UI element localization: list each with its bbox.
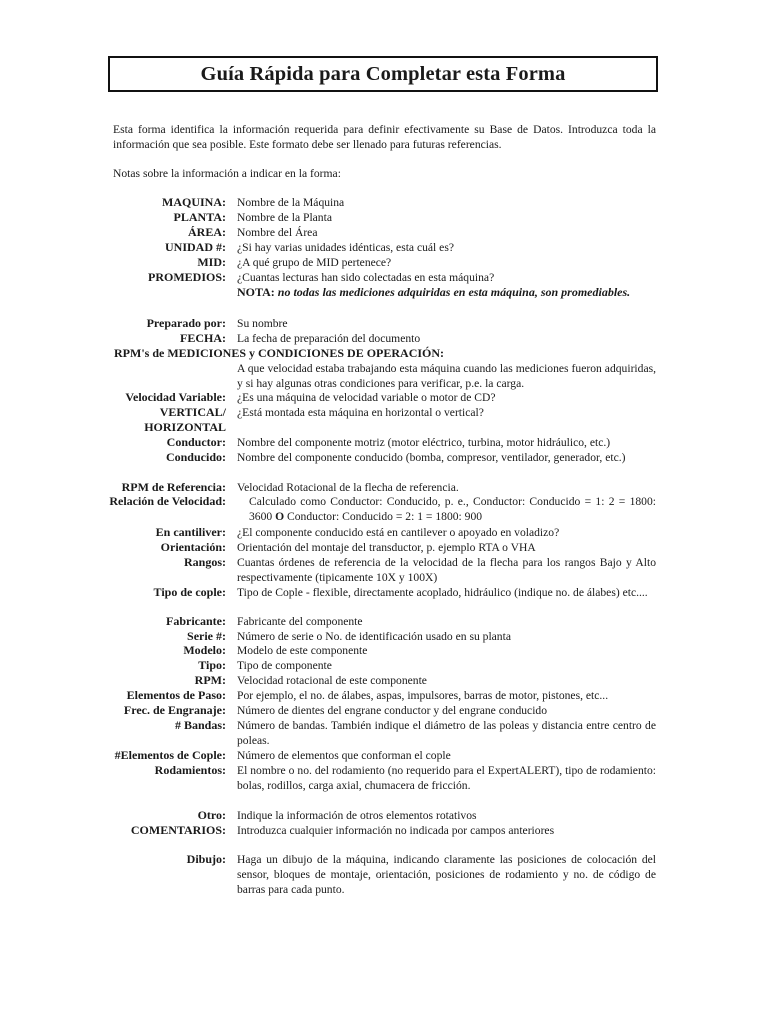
item-value: ¿Está montada esta máquina en horizontal o vertical? <box>237 406 484 419</box>
intro-paragraph: Esta forma identifica la información requerida para definir efectivamente su Base de Datos. Introduzca toda la información que sea posible. Este formato debe ser llenado para futuras referencias. <box>113 123 656 151</box>
item-value: Velocidad Rotacional de la flecha de referencia. <box>237 481 459 494</box>
item-value: Número de serie o No. de identificación usado en su planta <box>237 630 511 643</box>
item-label: Dibujo: <box>186 852 226 866</box>
item-label: Modelo: <box>183 643 226 657</box>
item-value: Modelo de este componente <box>237 644 368 657</box>
item-label-line2: HORIZONTAL <box>144 420 226 434</box>
field-value: ¿Cuantas lecturas han sido colectadas en esta máquina? <box>237 271 495 284</box>
page-title: Guía Rápida para Completar esta Forma <box>200 62 566 85</box>
field-value: La fecha de preparación del documento <box>237 332 421 345</box>
item-value: Tipo de Cople - flexible, directamente acoplado, hidráulico (indique no. de álabes) etc.... <box>237 586 648 599</box>
item-label: Conductor: <box>166 435 226 449</box>
field-value: Nombre de la Máquina <box>237 196 345 209</box>
field-label: Preparado por: <box>146 316 226 330</box>
notes-heading: Notas sobre la información a indicar en la forma: <box>113 167 341 180</box>
item-label: Tipo de cople: <box>153 585 226 599</box>
field-value: ¿A qué grupo de MID pertenece? <box>237 256 392 269</box>
item-label: VERTICAL/ <box>159 405 226 419</box>
item-label: Conducido: <box>165 450 226 464</box>
item-value <box>249 494 656 524</box>
title-box <box>108 56 658 92</box>
item-label: RPM de Referencia: <box>121 480 226 494</box>
field-label: UNIDAD #: <box>165 240 226 254</box>
item-label: # Bandas: <box>174 718 226 732</box>
item-label: COMENTARIOS: <box>130 823 226 837</box>
item-value: Orientación del montaje del transductor, p. ejemplo RTA o VHA <box>237 541 536 554</box>
item-label: Elementos de Paso: <box>126 688 226 702</box>
item-value: Introduzca cualquier información no indicada por campos anteriores <box>237 824 555 837</box>
item-value: Número de dientes del engrane conductor y del engrane conducido <box>237 704 548 717</box>
item-value: Haga un dibujo de la máquina, indicando claramente las posiciones de colocación del sensor, bloques de montaje, orientación, posiciones de rodamiento y no. de código de barras para cada punto. <box>237 853 656 896</box>
item-label: Frec. de Engranaje: <box>123 703 226 717</box>
nota-body: no todas las mediciones adquiridas en esta máquina, son promediables. <box>277 285 631 299</box>
item-label: RPM: <box>194 673 226 687</box>
item-value: Número de elementos que conforman el cople <box>237 749 451 762</box>
item-label: Relación de Velocidad: <box>109 494 226 508</box>
item-label: En cantiliver: <box>155 525 226 539</box>
item-label: Otro: <box>197 808 226 822</box>
item-value: Por ejemplo, el no. de álabes, aspas, impulsores, barras de motor, pistones, etc... <box>237 689 609 702</box>
item-label: Orientación: <box>160 540 226 554</box>
nota-prefix: NOTA: <box>237 285 275 299</box>
item-value: Nombre del componente conducido (bomba, compresor, ventilador, generador, etc.) <box>237 451 626 464</box>
item-value: Indique la información de otros elementos rotativos <box>237 809 477 822</box>
item-value-a: Calculado como Conductor: Conducido, p. e., Conductor: Conducido = 1: 2 = 1800: 3600 <box>249 495 656 523</box>
item-value: Nombre del componente motriz (motor eléctrico, turbina, motor hidráulico, etc.) <box>237 436 611 449</box>
field-label: MAQUINA: <box>162 195 226 209</box>
field-value: ¿Si hay varias unidades idénticas, esta cuál es? <box>237 241 454 254</box>
item-value: Número de bandas. También indique el diámetro de las poleas y distancia entre centro de poleas. <box>237 719 656 747</box>
field-value: Su nombre <box>237 317 288 330</box>
item-value: Cuantas órdenes de referencia de la velocidad de la flecha para los rangos Bajo y Alto respectivamente (tipicamente 10X y 100X) <box>237 556 656 584</box>
item-label: Rodamientos: <box>154 763 226 777</box>
field-label: MID: <box>197 255 226 269</box>
field-value: Nombre de la Planta <box>237 211 332 224</box>
item-value: ¿Es una máquina de velocidad variable o motor de CD? <box>237 391 496 404</box>
item-value: El nombre o no. del rodamiento (no requerido para el ExpertALERT), tipo de rodamiento: bolas, rodillos, carga axial, chumacera de fricción. <box>237 764 656 792</box>
field-label: PROMEDIOS: <box>148 270 226 284</box>
item-label: Serie #: <box>187 629 226 643</box>
item-label: Tipo: <box>198 658 226 672</box>
item-value: ¿El componente conducido está en cantilever o apoyado en voladizo? <box>237 526 560 539</box>
item-label: #Elementos de Cople: <box>114 748 226 762</box>
nota-text <box>237 285 656 300</box>
field-value: Nombre del Área <box>237 226 318 239</box>
item-label: Rangos: <box>183 555 226 569</box>
item-value: Tipo de componente <box>237 659 332 672</box>
field-label: FECHA: <box>180 331 226 345</box>
section-intro: A que velocidad estaba trabajando esta máquina cuando las mediciones fueron adquiridas, y si hay algunas otras condiciones para verificar, p.e. la carga. <box>237 362 656 390</box>
field-label: ÁREA: <box>188 225 226 239</box>
item-value: Velocidad rotacional de este componente <box>237 674 427 687</box>
item-value-c: Conductor: Conducido = 2: 1 = 1800: 900 <box>284 510 483 523</box>
section-heading: RPM's de MEDICIONES y CONDICIONES DE OPERACIÓN: <box>114 346 445 360</box>
item-label: Velocidad Variable: <box>125 390 226 404</box>
item-value-or: O <box>275 510 285 523</box>
field-label: PLANTA: <box>173 210 226 224</box>
item-label: Fabricante: <box>166 614 226 628</box>
item-value: Fabricante del componente <box>237 615 363 628</box>
